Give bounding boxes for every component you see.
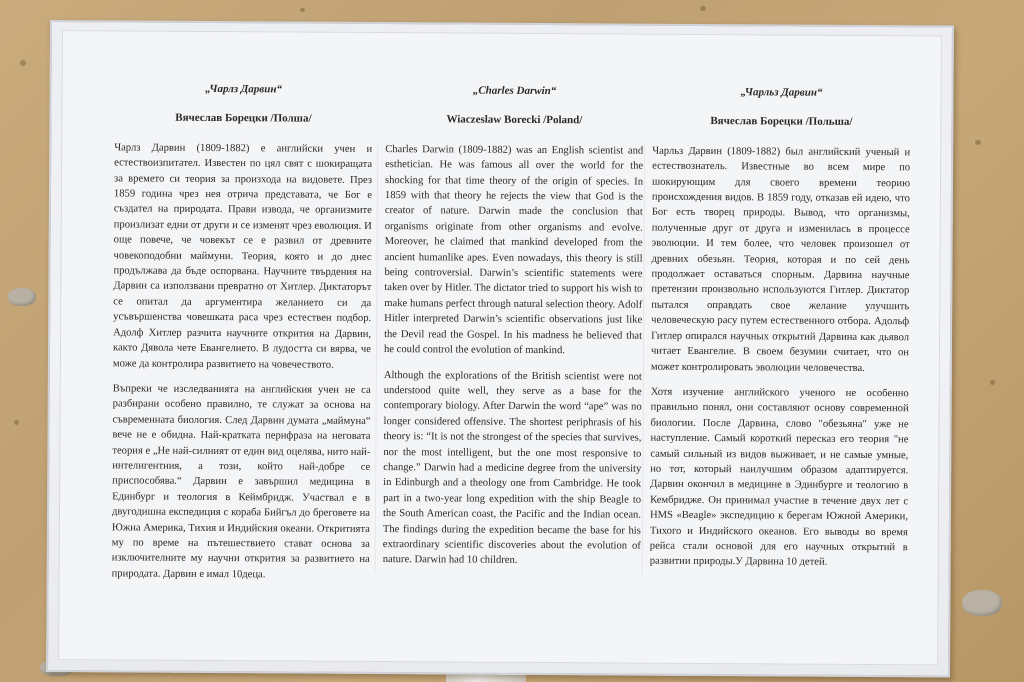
ground-speck <box>20 60 26 66</box>
column-bulgarian <box>112 81 373 593</box>
ground-stone <box>8 288 36 306</box>
ground-speck <box>14 420 19 425</box>
column-title: „Charles Darwin“ <box>472 84 557 98</box>
column-english <box>383 83 644 579</box>
paragraph: Although the explorations of the British scientist were not understood quite well, they serve as a base for the contemporary biology. After Darwin the word “ape” was no longer considered offensive. The shortest periphrasis of his theory is: “It is not the strongest of the species that survives, nor the most intelligent, but the one most responsive to change.” Darwin had a medicine degree from the university in Edinburgh and a theology one from Cambridge. He took part in a two-year long expedition with the ship Beagle to the South American coast, the Pacific and the Indian ocean. The findings during the expedition became the base for his extraordinary scientific discoveries about the evolution of nature. Darwin had 10 children. <box>382 369 642 567</box>
column-title: „Чарлз Дарвин“ <box>205 82 283 96</box>
ground-speck <box>700 6 706 11</box>
column-author: Wiaczeslaw Borecki /Poland/ <box>446 113 583 127</box>
ground-stone <box>962 590 1002 616</box>
paragraph: Charles Darwin (1809-1882) was an English scientist and esthetician. He was famous all over the world for the shocking for that time theory of the origin of species. In 1859 with that theory he rejects the view that God is the creator of nature. Darwin made the conclusion that organisms originate from other organisms and evolve. Moreover, he claimed that mankind developed from the ancient humanlike apes. Even nowadays, this theory is still being controversial. Darwin’s scientific statements were taken over by Hitler. The dictator tried to support his wish to make humans perfect through natural selection theory. Adolf Hitler interpreted Darwin’s scientific observations just like the Devil read the Gospel. In his madness he believed that he could control the evolution of mankind. <box>383 143 644 357</box>
paragraph: Хотя изучение английского ученого не особенно правильно понял, они составляют основу современной биологии. После Дарвина, слово "обезьяна" уже не наступление. Самый короткий пересказ его теория "не самый сильный из видов выживает, и не самые умные, но тот, который наилучшим образом адаптируется. Дарвин окончил в медицине в Эдинбурге и теологию в Кембридже. Он принимал участие в течение двух лет с HMS «Beagle» экспедицию к берегам Южной Америки, Тихого и Индийского океанов. Его выводы во время рейса стали основой для его научных открытий в развитии природы.У Дарвина 10 детей. <box>649 386 909 569</box>
ground-speck <box>975 140 981 145</box>
ground-speck <box>990 380 995 385</box>
information-sign <box>46 20 954 678</box>
paragraph: Въпреки че изследванията на английския учен не са разбирани особено правилно, те служат за основа на съвременната биология. След Дарвин думата „маймуна“ вече не е обидна. Най-кратката перифраза на неговата теория е „Не най-силният от един вид оцелява, нито най-интелигентния, а този, който най-добре се приспособява.“ Дарвин е завършил медицина в Единбург и теология в Кеймбридж. Участвал е в двугодишна експедиция с кораба Бийгъл до бреговете на Южна Америка, Тихия и Индийския океани. Откритията му по време на пътешествието стават основа за изключителните му научни открития за развитието на природата. Дарвин е имал 10деца. <box>111 383 371 581</box>
paragraph: Чарльз Дарвин (1809-1882) был английский ученый и естествознатель. Известные во всем мире по шокирующим для своего времени теорию происхождения видов. В 1859 году, отказав ей идею, что Бог есть творец природы. Вывод, что организмы, полученные друг от друга и изменилась в процессе эволюции. И тем более, что человек произошел от древних обезьян. Теория, которая и по сей день продолжает оставаться спорным. Дарвина научные претензии произвольно используются Гитлер. Диктатор пытался оправдать свое желание улучшить человеческую расу путем естественного отбора. Адольф Гитлер опирался научных открытий Дарвина как дьявол читает Евангелие. В своем безумии считает, что он может контролировать эволюции человечества. <box>650 145 911 374</box>
column-title: „Чарльз Дарвин“ <box>740 86 823 99</box>
sign-panel <box>58 30 942 665</box>
ground-speck <box>300 8 305 12</box>
column-divider <box>375 143 379 573</box>
column-author: Вячеслав Борецки /Полша/ <box>175 112 312 126</box>
column-russian <box>650 85 911 581</box>
column-author: Вячеслав Борецки /Польша/ <box>710 115 853 129</box>
paragraph: Чарлз Дарвин (1809-1882) е английски учен и естествоизпитател. Известен по цял свят с шокиращата за времето си теория за произхода на видовете. През 1859 година чрез нея отрича представата, че Бог е създател на природата. Прави извода, че организмите произлизат едни от други и се изменят чрез еволюция. И още повече, че човекът се е развил от древните човекоподобни маймуни. Теория, която и до днес продължава да бъде оспорвана. Научните твърдения на Дарвин са използвани превратно от Хитлер. Диктаторът се опитал да аргументира желанието си да усъвършенства човешката раса чрез естествен подбор. Адолф Хитлер разчита научните открития на Дарвин, както Дявола чете Евангелието. В лудостта си вярва, че може да контролира развитието на човечеството. <box>112 142 373 371</box>
